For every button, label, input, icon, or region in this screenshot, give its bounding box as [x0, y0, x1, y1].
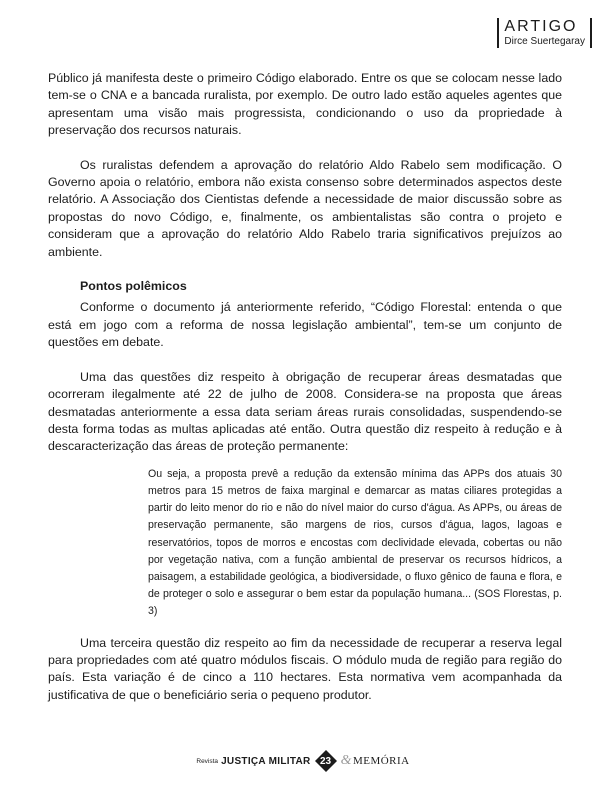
header-right-rule — [590, 18, 592, 48]
section-label: ARTIGO — [504, 18, 578, 35]
page-footer — [0, 750, 606, 772]
page-number-badge — [315, 750, 337, 772]
footer-memoria-label: MEMÓRIA — [352, 755, 410, 767]
footer-ampersand: & — [340, 753, 352, 768]
footer-magazine-title: JUSTIÇA MILITAR — [221, 755, 311, 767]
page-number: 23 — [320, 755, 332, 767]
header-titles — [504, 18, 585, 48]
header-left-rule — [497, 18, 499, 48]
article-body — [48, 70, 562, 704]
footer-revista-label: Revista — [196, 757, 219, 765]
paragraph-questoes: Uma das questões diz respeito à obrigação de recuperar áreas desmatadas que ocorreram ilegalmente até 22 de julho de 2008. Considera-se na proposta que áreas desmatadas anteriormente a essa data seriam áreas rurais consolidadas, suspendendo-se desta forma todas as multas aplicadas até então. Outra questão diz respeito à redução e à descaracterização das áreas de proteção permanente: — [48, 369, 562, 454]
author-name: Dirce Suertegaray — [504, 36, 585, 47]
paragraph-reserva-legal: Uma terceira questão diz respeito ao fim da necessidade de recuperar a reserva legal para propriedades com até quatro módulos fiscais. O módulo muda de região para região do país. Esta variação é de cinco a 110 hectares. Esta normativa vem acompanhada da justificativa de que o beneficiário seria o pequeno produtor. — [48, 635, 562, 702]
page-header — [497, 18, 592, 48]
block-quote: Ou seja, a proposta prevê a redução da extensão mínima das APPs dos atuais 30 metros para 15 metros de faixa marginal e demarcar as matas ciliares protegidas a partir do leito menor do rio e não do nível maior do curso d'água. As APPs, ou áreas de preservação permanente, são margens de rios, cursos d'água, lagos, lagoas e reservatórios, topos de morros e encostas com declividade elevada, cobertas ou não por vegetação nativa, com a função ambiental de preservar os recursos hídricos, a paisagem, a estabilidade geológica, a biodiversidade, o fluxo gênico de fauna e flora, e de proteger o solo e assegurar o bem estar da população humana... (SOS Florestas, p. 3) — [148, 467, 562, 618]
paragraph-ruralistas: Os ruralistas defendem a aprovação do relatório Aldo Rabelo sem modificação. O Governo apoia o relatório, embora não exista consenso sobre determinados aspectos deste relatório. A Associação dos Cientistas defende a necessidade de maior discussão sobre as propostas do novo Código, e, finalmente, os ambientalistas são contra o projeto e consideram que a aprovação do relatório Aldo Rabelo traria significativos prejuízos ao ambiente. — [48, 157, 562, 259]
section-heading: Pontos polêmicos — [80, 279, 187, 294]
paragraph-continued: Público já manifesta deste o primeiro Código elaborado. Entre os que se colocam nesse lado tem-se o CNA e a bancada ruralista, por exemplo. De outro lado estão aqueles agentes que apresentam uma visão mais progressista, condicionando o uso da propriedade à preservação dos recursos naturais. — [48, 71, 562, 138]
footer-memoria-logo — [341, 753, 410, 769]
paragraph-documento: Conforme o documento já anteriormente referido, “Código Florestal: entenda o que está em jogo com a reforma de nossa legislação ambiental”, tem-se um conjunto de questões em debate. — [48, 300, 562, 350]
